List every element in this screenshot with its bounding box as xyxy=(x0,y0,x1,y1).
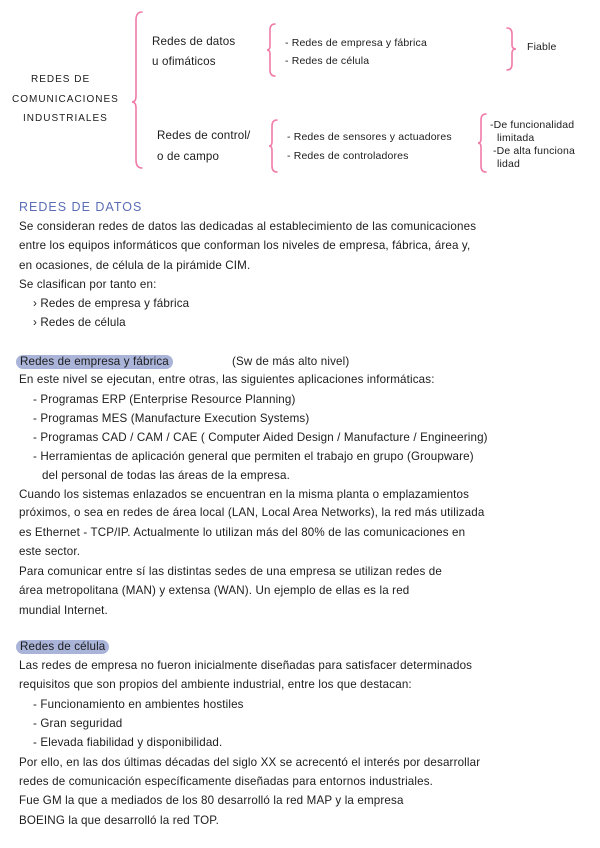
list-item: - Programas ERP (Enterprise Resource Planning) xyxy=(33,393,296,406)
section-heading-note: (Sw de más alto nivel) xyxy=(232,355,350,368)
section-heading: Redes de empresa y fábrica xyxy=(16,355,173,369)
text-line: este sector. xyxy=(19,545,81,558)
list-item: › Redes de empresa y fábrica xyxy=(33,297,190,310)
text-line: área metropolitana (MAN) y extensa (WAN). Un ejemplo de ellas es la red xyxy=(19,584,410,597)
list-item: - Programas CAD / CAM / CAE ( Computer Aided Design / Manufacture / Engineering) xyxy=(33,431,488,444)
branch2-label: o de campo xyxy=(157,150,220,163)
branch2-note: lidad xyxy=(497,158,520,170)
list-item-continued: del personal de todas las áreas de la empresa. xyxy=(42,469,290,482)
section-heading: Redes de célula xyxy=(16,640,109,654)
list-item: - Gran seguridad xyxy=(33,717,123,730)
text-line: Fue GM la que a mediados de los 80 desarrolló la red MAP y la empresa xyxy=(19,794,404,807)
text-line: Cuando los sistemas enlazados se encuentran en la misma planta o emplazamientos xyxy=(19,488,470,501)
main-bracket-icon xyxy=(130,10,150,170)
text-line: redes de comunicación específicamente diseñadas para entornos industriales. xyxy=(19,775,434,788)
list-item: - Elevada fiabilidad y disponibilidad. xyxy=(33,736,223,749)
branch2-notes-bracket-icon xyxy=(476,112,488,174)
branch2-note: -De alta funciona xyxy=(493,145,575,157)
text-line: BOEING la que desarrolló la red TOP. xyxy=(19,814,220,827)
branch2-item: - Redes de controladores xyxy=(287,150,409,162)
text-line: requisitos que son propios del ambiente industrial, entre los que destacan: xyxy=(19,678,412,691)
text-line: Se clasifican por tanto en: xyxy=(19,278,157,291)
text-line: próximos, o sea en redes de área local (LAN, Local Area Networks), la red más utilizada xyxy=(19,506,485,519)
branch1-item: - Redes de célula xyxy=(285,55,370,67)
branch1-bracket-icon xyxy=(265,22,279,78)
branch2-bracket-icon xyxy=(267,118,281,174)
section-title: REDES DE DATOS xyxy=(19,200,143,214)
diagram-root-line: INDUSTRIALES xyxy=(23,113,108,124)
diagram-root-line: COMUNICACIONES xyxy=(12,94,119,105)
list-item: - Funcionamiento en ambientes hostiles xyxy=(33,698,244,711)
list-item: - Herramientas de aplicación general que permiten el trabajo en grupo (Groupware) xyxy=(33,450,474,463)
text-line: es Ethernet - TCP/IP. Actualmente lo utilizan más del 80% de las comunicaciones en xyxy=(19,526,466,539)
list-item: › Redes de célula xyxy=(33,316,126,329)
text-line: Por ello, en las dos últimas décadas del siglo XX se acrecentó el interés por desarrollar xyxy=(19,756,481,769)
text-line: Se consideran redes de datos las dedicadas al establecimiento de las comunicaciones xyxy=(19,220,477,233)
text-line: en ocasiones, de célula de la pirámide CIM. xyxy=(19,259,251,272)
branch2-note: limitada xyxy=(497,132,535,144)
branch1-label: u ofimáticos xyxy=(152,55,216,68)
branch1-item: - Redes de empresa y fábrica xyxy=(285,37,427,49)
text-line: mundial Internet. xyxy=(19,604,108,617)
branch2-item: - Redes de sensores y actuadores xyxy=(287,131,452,143)
branch2-note: -De funcionalidad xyxy=(490,119,575,131)
diagram-root-line: REDES DE xyxy=(31,74,91,85)
text-line: entre los equipos informáticos que conforman los niveles de empresa, fábrica, área y, xyxy=(19,239,471,252)
text-line: En este nivel se ejecutan, entre otras, las siguientes aplicaciones informáticas: xyxy=(19,373,435,386)
text-line: Para comunicar entre sí las distintas sedes de una empresa se utilizan redes de xyxy=(19,565,443,578)
fiable-note: Fiable xyxy=(527,41,557,53)
branch1-label: Redes de datos xyxy=(152,35,236,48)
list-item: - Programas MES (Manufacture Execution Systems) xyxy=(33,412,310,425)
fiable-bracket-icon xyxy=(505,26,519,72)
branch2-label: Redes de control/ xyxy=(157,129,251,142)
text-line: Las redes de empresa no fueron inicialmente diseñadas para satisfacer determinados xyxy=(19,659,473,672)
